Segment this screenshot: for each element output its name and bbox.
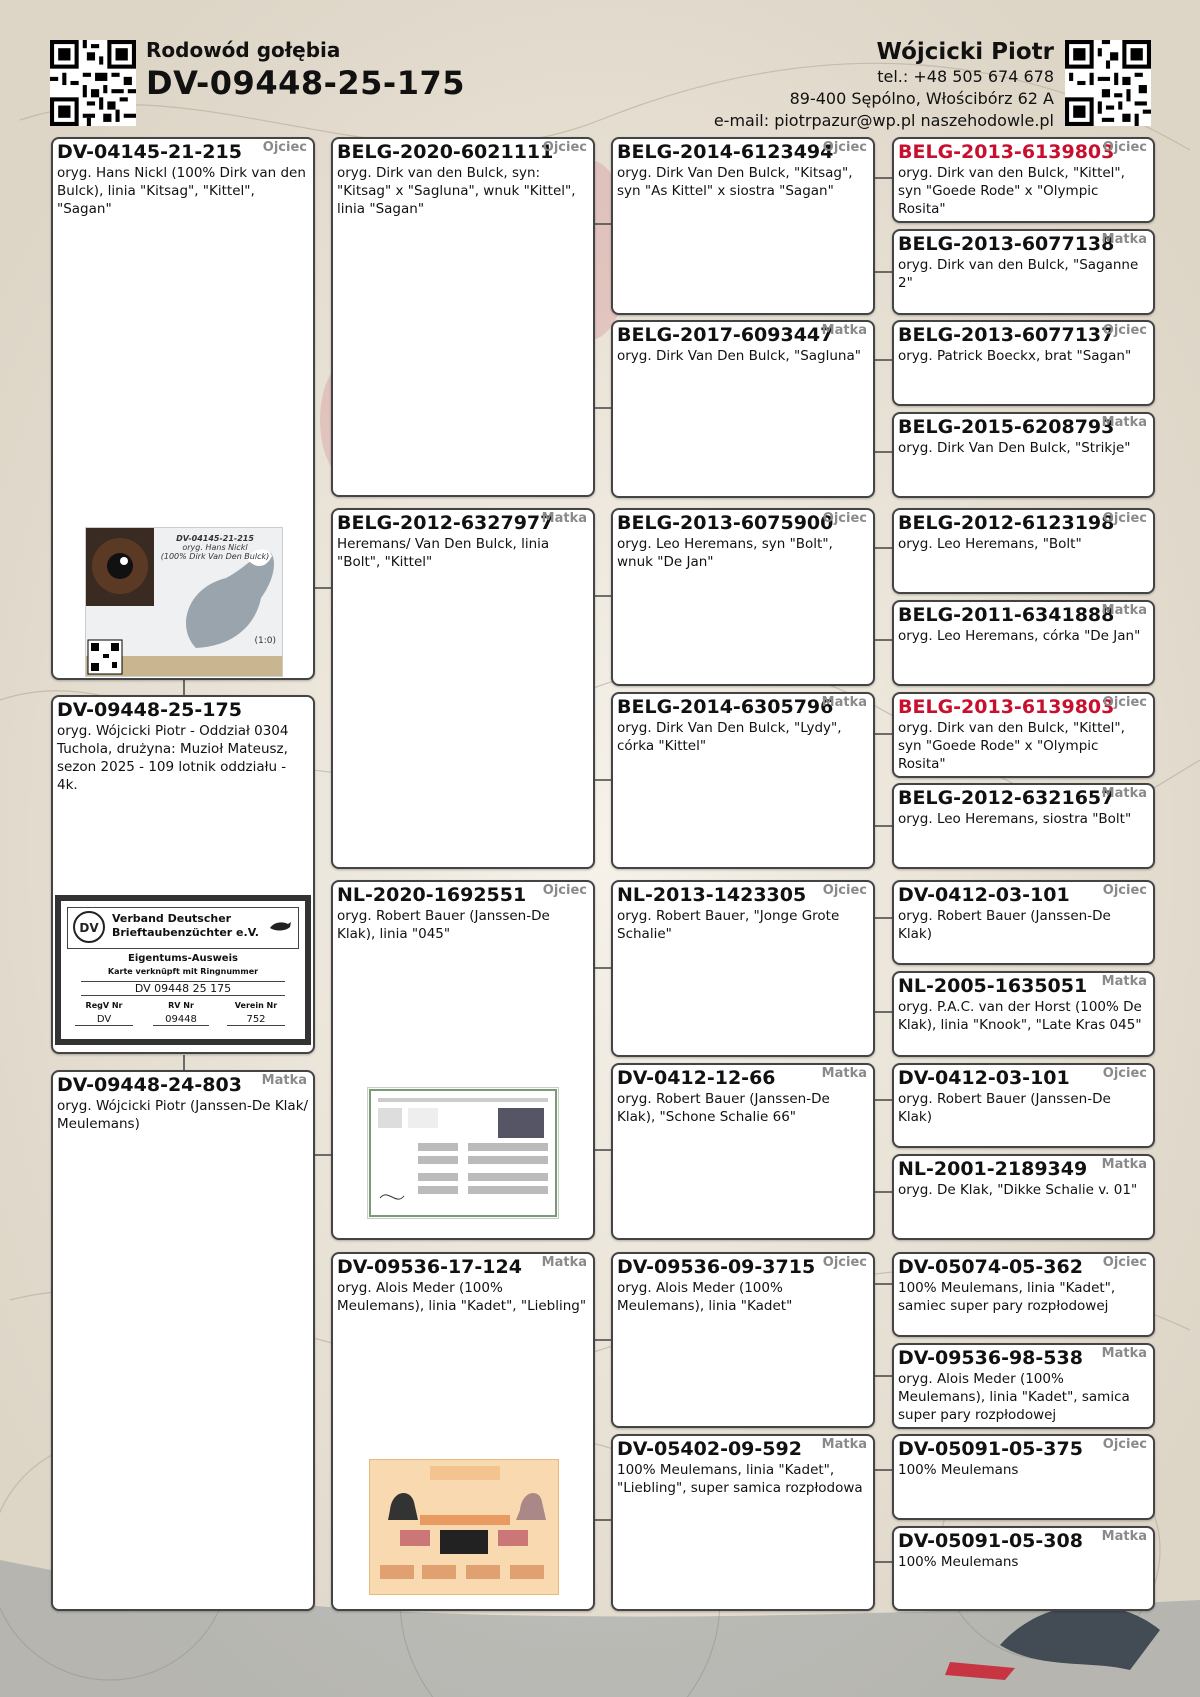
pigeon-description: oryg. Alois Meder (100% Meulemans), linia "Kadet", samica super pary rozpłodowej — [898, 1371, 1130, 1423]
pedigree-card-gggf8[interactable] — [892, 1434, 1155, 1520]
pigeon-description: oryg. Robert Bauer (Janssen-De Klak), linia "045" — [337, 908, 550, 942]
ring-number: BELG-2011-6341888 — [898, 604, 1115, 626]
pedigree-card-gggf3[interactable] — [892, 508, 1155, 594]
role-label: Matka — [1101, 1346, 1147, 1361]
role-label: Ojciec — [1102, 1255, 1147, 1270]
owner-email: e-mail: piotrpazur@wp.pl naszehodowle.pl — [713, 111, 1054, 130]
ring-number: DV-09536-09-3715 — [617, 1256, 816, 1278]
ring-number: DV-04145-21-215 — [57, 141, 242, 163]
pedigree-card-gm1[interactable] — [331, 508, 595, 869]
card-col1-value: DV — [75, 1014, 133, 1026]
ring-number: BELG-2012-6327977 — [337, 512, 554, 534]
pedigree-card-ggf2[interactable] — [611, 508, 875, 686]
ring-number: BELG-2013-6139803 — [898, 141, 1115, 163]
ring-number: BELG-2015-6208793 — [898, 416, 1115, 438]
photo-caption-2: (100% Dirk Van Den Bulck) — [160, 552, 270, 561]
vdb-logo-icon — [72, 910, 106, 944]
role-label: Matka — [1101, 786, 1147, 801]
ring-number: DV-0412-12-66 — [617, 1067, 776, 1089]
role-label: Matka — [261, 1073, 307, 1088]
pigeon-description: 100% Meulemans, linia "Kadet", samiec super pary rozpłodowej — [898, 1280, 1116, 1314]
role-label: Matka — [821, 323, 867, 338]
role-label: Ojciec — [542, 140, 587, 155]
pigeon-description: oryg. Leo Heremans, córka "De Jan" — [898, 628, 1141, 644]
ring-number: BELG-2013-6139803 — [898, 696, 1115, 718]
pedigree-card-ggm1[interactable] — [611, 320, 875, 498]
pigeon-description: oryg. Hans Nickl (100% Dirk van den Bulck), linia "Kitsag", "Kittel", "Sagan" — [57, 165, 306, 217]
pigeon-description: oryg. Wójcicki Piotr (Janssen-De Klak/ Meulemans) — [57, 1098, 309, 1132]
pigeon-description: oryg. Dirk Van Den Bulck, "Kitsag", syn "As Kittel" x siostra "Sagan" — [617, 165, 853, 199]
ring-number: DV-09448-25-175 — [57, 699, 242, 721]
pigeon-description: oryg. Alois Meder (100% Meulemans), linia "Kadet", "Liebling" — [337, 1280, 587, 1314]
pedigree-card-gggm7[interactable] — [892, 1343, 1155, 1429]
role-label: Matka — [1101, 232, 1147, 247]
role-label: Ojciec — [1102, 1066, 1147, 1081]
org-name-2: Brieftaubenzüchter e.V. — [112, 926, 259, 939]
svg-text:DV: DV — [79, 921, 99, 935]
ring-number: BELG-2020-6021111 — [337, 141, 554, 163]
pedigree-card-ggm3[interactable] — [611, 1063, 875, 1240]
pigeon-description: oryg. Leo Heremans, siostra "Bolt" — [898, 811, 1132, 827]
ring-number: BELG-2013-6075900 — [617, 512, 834, 534]
role-label: Ojciec — [822, 140, 867, 155]
pigeon-description: oryg. Leo Heremans, syn "Bolt", wnuk "De Jan" — [617, 536, 833, 570]
pedigree-card-gm2[interactable] — [331, 1252, 595, 1611]
pedigree-card-gggf1[interactable] — [892, 137, 1155, 223]
card-col1-header: RegV Nr — [85, 1001, 123, 1010]
pedigree-card-gggm2[interactable] — [892, 412, 1155, 498]
role-label: Matka — [1101, 974, 1147, 989]
pigeon-description: oryg. Alois Meder (100% Meulemans), linia "Kadet" — [617, 1280, 793, 1314]
ring-number: NL-2001-2189349 — [898, 1158, 1088, 1180]
pigeon-description: 100% Meulemans — [898, 1554, 1019, 1570]
stammbaum-image[interactable] — [369, 1459, 559, 1595]
role-label: Matka — [1101, 1529, 1147, 1544]
role-label: Ojciec — [262, 140, 307, 155]
photo-code: (1:0) — [254, 636, 276, 646]
pedigree-card-subject[interactable] — [51, 695, 315, 1054]
role-label: Ojciec — [822, 511, 867, 526]
pigeon-description: oryg. De Klak, "Dikke Schalie v. 01" — [898, 1182, 1138, 1198]
ring-number: BELG-2014-6305796 — [617, 696, 834, 718]
role-label: Matka — [1101, 1157, 1147, 1172]
ring-number: BELG-2012-6321657 — [898, 787, 1115, 809]
role-label: Matka — [541, 1255, 587, 1270]
pigeon-silhouette-icon — [268, 918, 292, 934]
owner-name: Wójcicki Piotr — [876, 39, 1054, 65]
ring-number: DV-09448-24-803 — [57, 1074, 242, 1096]
ring-number: BELG-2013-6077138 — [898, 233, 1115, 255]
card-title: Eigentums-Ausweis — [128, 953, 238, 964]
pigeon-description: oryg. Leo Heremans, "Bolt" — [898, 536, 1082, 552]
role-label: Matka — [1101, 415, 1147, 430]
pedigree-card-gggf4[interactable] — [892, 692, 1155, 778]
role-label: Ojciec — [542, 883, 587, 898]
role-label: Ojciec — [1102, 140, 1147, 155]
subject-ring-number: DV-09448-25-175 — [146, 64, 465, 102]
card-subtitle: Karte verknüpft mit Ringnummer — [107, 967, 259, 976]
ownership-card[interactable] — [55, 895, 311, 1045]
role-label: Matka — [821, 1066, 867, 1081]
pedigree-card-gggm4[interactable] — [892, 783, 1155, 869]
pigeon-description: 100% Meulemans — [898, 1462, 1019, 1478]
pigeon-description: oryg. Dirk van den Bulck, syn: "Kitsag" x "Sagluna", wnuk "Kittel", linia "Sagan" — [337, 165, 576, 217]
pedigree-card-ggf1[interactable] — [611, 137, 875, 315]
role-label: Ojciec — [1102, 1437, 1147, 1452]
photo-ring: DV-04145-21-215 — [176, 534, 254, 543]
pigeon-description: 100% Meulemans, linia "Kadet", "Liebling", super samica rozpłodowa — [617, 1462, 863, 1496]
pigeon-description: oryg. Dirk Van Den Bulck, "Lydy", córka "Kittel" — [617, 720, 842, 754]
ring-number: DV-09536-17-124 — [337, 1256, 522, 1278]
ring-number: NL-2013-1423305 — [617, 884, 807, 906]
ring-number: DV-0412-03-101 — [898, 884, 1070, 906]
owner-phone: tel.: +48 505 674 678 — [877, 67, 1054, 86]
card-col3-header: Verein Nr — [234, 1001, 278, 1010]
pigeon-description: oryg. Robert Bauer, "Jonge Grote Schalie" — [617, 908, 840, 942]
org-name-1: Verband Deutscher — [112, 912, 232, 925]
pedigree-card-ggf3[interactable] — [611, 880, 875, 1057]
card-col3-value: 752 — [227, 1014, 285, 1026]
ring-number: DV-05074-05-362 — [898, 1256, 1083, 1278]
ring-number: DV-05402-09-592 — [617, 1438, 802, 1460]
ring-number: BELG-2017-6093447 — [617, 324, 834, 346]
card-ring-number: DV 09448 25 175 — [81, 981, 285, 996]
owner-block — [714, 38, 1054, 132]
ring-number: NL-2005-1635051 — [898, 975, 1088, 997]
pedigree-card-gggm3[interactable] — [892, 600, 1155, 686]
pigeon-description: oryg. Robert Bauer (Janssen-De Klak) — [898, 908, 1111, 942]
qr-code-icon — [1065, 40, 1151, 126]
role-label: Ojciec — [1102, 511, 1147, 526]
role-label: Matka — [1101, 603, 1147, 618]
ring-number: BELG-2012-6123198 — [898, 512, 1115, 534]
pedigree-document-image[interactable] — [367, 1087, 559, 1219]
pedigree-card-gggm8[interactable] — [892, 1526, 1155, 1611]
card-col2-header: RV Nr — [168, 1001, 194, 1010]
pigeon-description: oryg. Dirk van den Bulck, "Kittel", syn "Goede Rode" x "Olympic Rosita" — [898, 720, 1125, 772]
pedigree-card-mother[interactable] — [51, 1070, 315, 1611]
pedigree-card-gggf6[interactable] — [892, 1063, 1155, 1148]
ring-number: DV-0412-03-101 — [898, 1067, 1070, 1089]
pigeon-description: oryg. Dirk van den Bulck, "Saganne 2" — [898, 257, 1139, 291]
pigeon-description: Heremans/ Van Den Bulck, linia "Bolt", "Kittel" — [337, 536, 550, 570]
role-label: Matka — [821, 695, 867, 710]
pigeon-description: oryg. Dirk Van Den Bulck, "Strikje" — [898, 440, 1131, 456]
stammbaum-icon — [370, 1460, 558, 1594]
pedigree-card-gggm6[interactable] — [892, 1154, 1155, 1240]
qr-code-icon — [50, 40, 136, 126]
pedigree-card-gggm1[interactable] — [892, 229, 1155, 315]
pedigree-card-ggm4[interactable] — [611, 1434, 875, 1611]
role-label: Ojciec — [822, 883, 867, 898]
role-label: Ojciec — [1102, 323, 1147, 338]
pigeon-description: oryg. Wójcicki Piotr - Oddział 0304 Tuchola, drużyna: Muzioł Mateusz, sezon 2025 - 109 lotnik oddziału - 4k. — [57, 723, 289, 793]
pedigree-card-gggf2[interactable] — [892, 320, 1155, 406]
pedigree-card-gggf7[interactable] — [892, 1252, 1155, 1337]
ring-number: NL-2020-1692551 — [337, 884, 527, 906]
pigeon-description: oryg. Patrick Boeckx, brat "Sagan" — [898, 348, 1132, 364]
card-col2-value: 09448 — [153, 1014, 209, 1026]
ring-number: BELG-2013-6077137 — [898, 324, 1115, 346]
pedigree-card-ggf4[interactable] — [611, 1252, 875, 1428]
pedigree-document-icon — [368, 1088, 558, 1218]
pigeon-photo[interactable] — [85, 527, 283, 677]
pigeon-description: oryg. Robert Bauer (Janssen-De Klak) — [898, 1091, 1111, 1125]
pedigree-card-gf1[interactable] — [331, 137, 595, 497]
qr-code-left[interactable] — [50, 40, 136, 126]
photo-caption-1: oryg. Hans Nickl — [182, 543, 248, 552]
ring-number: BELG-2014-6123494 — [617, 141, 834, 163]
pigeon-description: oryg. Dirk Van Den Bulck, "Sagluna" — [617, 348, 861, 364]
pedigree-card-gggf5[interactable] — [892, 880, 1155, 965]
pedigree-card-ggm2[interactable] — [611, 692, 875, 869]
role-label: Ojciec — [822, 1255, 867, 1270]
ring-number: DV-05091-05-308 — [898, 1530, 1083, 1552]
pigeon-description: oryg. P.A.C. van der Horst (100% De Klak), linia "Knook", "Late Kras 045" — [898, 999, 1142, 1033]
pedigree-card-gggm5[interactable] — [892, 971, 1155, 1057]
owner-address: 89-400 Sępólno, Włościbórz 62 A — [789, 89, 1054, 108]
role-label: Ojciec — [1102, 883, 1147, 898]
role-label: Matka — [821, 1437, 867, 1452]
pedigree-card-father[interactable] — [51, 137, 315, 680]
ring-number: DV-09536-98-538 — [898, 1347, 1083, 1369]
document-label: Rodowód gołębia — [146, 38, 341, 62]
role-label: Ojciec — [1102, 695, 1147, 710]
pigeon-description: oryg. Robert Bauer (Janssen-De Klak), "Schone Schalie 66" — [617, 1091, 830, 1125]
ring-number: DV-05091-05-375 — [898, 1438, 1083, 1460]
pedigree-card-gf2[interactable] — [331, 880, 595, 1240]
role-label: Matka — [541, 511, 587, 526]
pigeon-description: oryg. Dirk van den Bulck, "Kittel", syn "Goede Rode" x "Olympic Rosita" — [898, 165, 1125, 217]
qr-code-right[interactable] — [1065, 40, 1151, 126]
